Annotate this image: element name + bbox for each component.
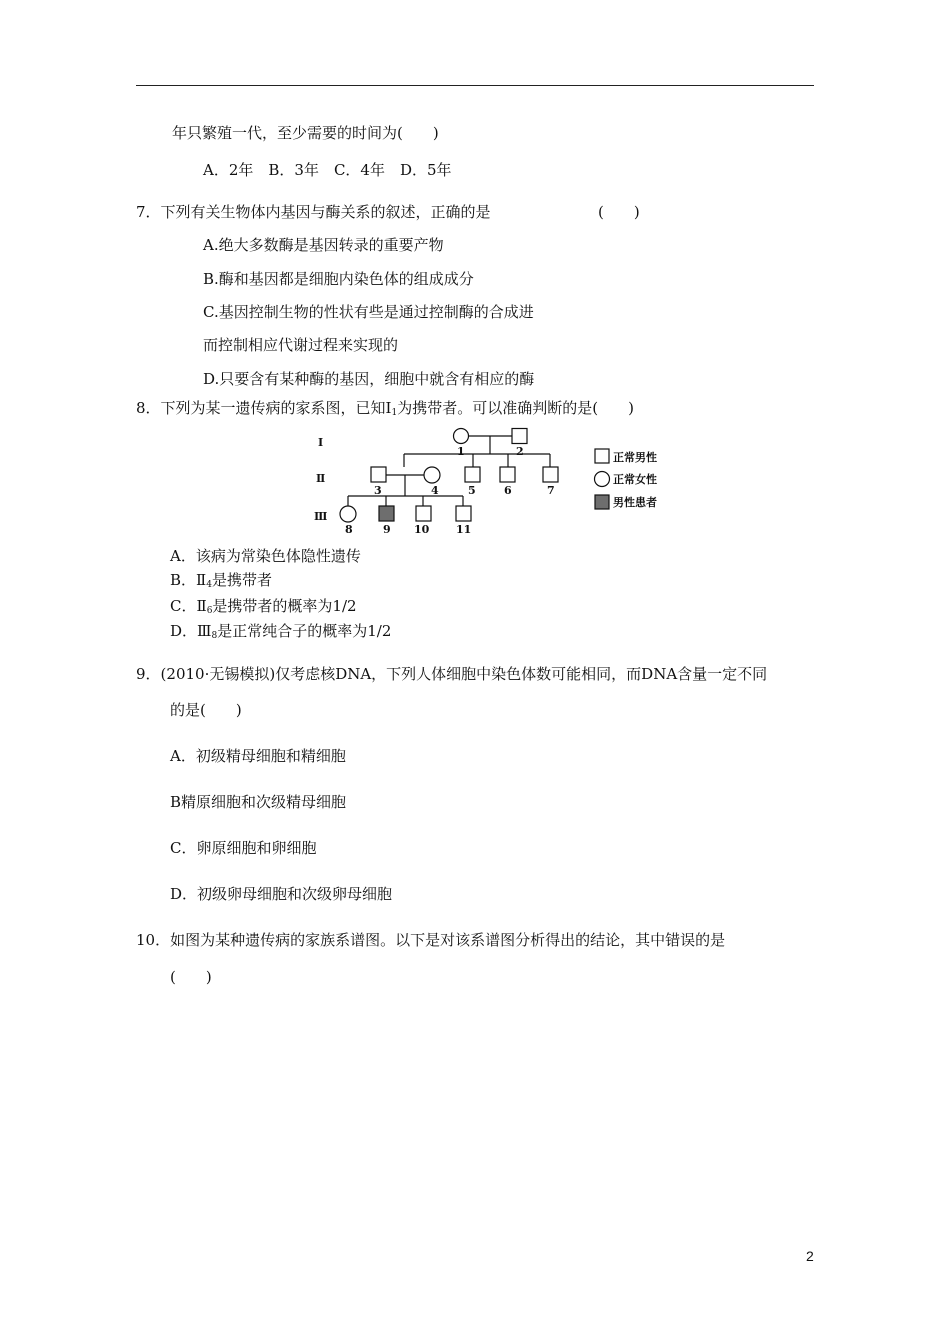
q8-stem: 8．下列为某一遗传病的家系图，已知$Ⅰ_1$为携带者。可以准确判断的是( ) (136, 399, 634, 418)
q6-continuation: 年只繁殖一代，至少需要的时间为( ) (172, 124, 439, 142)
individual-ii7-male (543, 467, 558, 482)
q10-stem: 10．如图为某种遗传病的家族系谱图。以下是对该系谱图分析得出的结论，其中错误的是 (136, 931, 726, 949)
q7-stem: 7．下列有关生物体内基因与酶关系的叙述，正确的是 (136, 203, 491, 221)
number-label: 3 (374, 484, 382, 497)
q9-option-d: D．初级卵母细胞和次级卵母细胞 (170, 885, 393, 903)
q7-option-b: B.酶和基因都是细胞内染色体的组成成分 (203, 270, 474, 288)
generation-label-i: Ⅰ (318, 436, 324, 449)
number-label: 4 (431, 484, 439, 497)
q9-option-a: A．初级精母细胞和精细胞 (170, 747, 346, 765)
q10-answer-bracket: ( ) (170, 968, 212, 986)
q9-option-b: B精原细胞和次级精母细胞 (170, 793, 347, 811)
legend-affected-symbol (595, 495, 609, 509)
legend-affected-label: 男性患者 (613, 496, 657, 509)
number-label: 5 (468, 484, 476, 497)
number-label: 6 (504, 484, 512, 497)
individual-iii10-male (416, 506, 431, 521)
number-label: 1 (457, 445, 465, 458)
q9-option-c: C．卵原细胞和卵细胞 (170, 839, 317, 857)
number-label: 8 (345, 523, 353, 536)
individual-iii8-female (340, 506, 356, 522)
individual-i1-female (454, 429, 469, 444)
individual-ii6-male (500, 467, 515, 482)
header-rule (136, 85, 814, 86)
q7-answer-bracket: ( ) (598, 203, 640, 221)
q8-option-a: A．该病为常染色体隐性遗传 (170, 547, 361, 565)
q7-option-c-line1: C.基因控制生物的性状有些是通过控制酶的合成进 (203, 303, 534, 321)
q7-option-a: A.绝大多数酶是基因转录的重要产物 (203, 236, 444, 254)
generation-label-iii: Ⅲ (314, 510, 328, 523)
pedigree-chart (300, 420, 680, 540)
legend-female-label: 正常女性 (613, 473, 657, 486)
page-number: 2 (806, 1248, 814, 1264)
q8-option-c: C．$Ⅱ_6$是携带者的概率为1/2 (170, 597, 357, 616)
individual-ii4-female (424, 467, 440, 483)
number-label: 2 (516, 445, 524, 458)
individual-iii9-affected-male (379, 506, 394, 521)
legend-male-label: 正常男性 (613, 451, 657, 464)
q8-option-d: D．$Ⅲ_8$是正常纯合子的概率为1/2 (170, 622, 392, 641)
legend-male-symbol (595, 449, 609, 463)
legend-female-symbol (595, 472, 610, 487)
number-label: 11 (456, 523, 472, 536)
individual-i2-male (512, 429, 527, 444)
number-label: 9 (383, 523, 391, 536)
individual-iii11-male (456, 506, 471, 521)
q7-option-d: D.只要含有某种酶的基因，细胞中就含有相应的酶 (203, 370, 535, 388)
q9-stem-line1: 9．(2010·无锡模拟)仅考虑核DNA，下列人体细胞中染色体数可能相同，而DNA含量一定不同 (136, 665, 768, 683)
number-label: 10 (414, 523, 430, 536)
individual-ii3-male (371, 467, 386, 482)
generation-label-ii: Ⅱ (316, 472, 326, 485)
q9-stem-line2: 的是( ) (170, 701, 242, 719)
q8-option-b: B．$Ⅱ_4$是携带者 (170, 571, 272, 590)
q7-option-c-line2: 而控制相应代谢过程来实现的 (203, 336, 399, 354)
number-label: 7 (547, 484, 555, 497)
individual-ii5-male (465, 467, 480, 482)
q6-options: A．2年 B．3年 C．4年 D．5年 (203, 161, 452, 179)
